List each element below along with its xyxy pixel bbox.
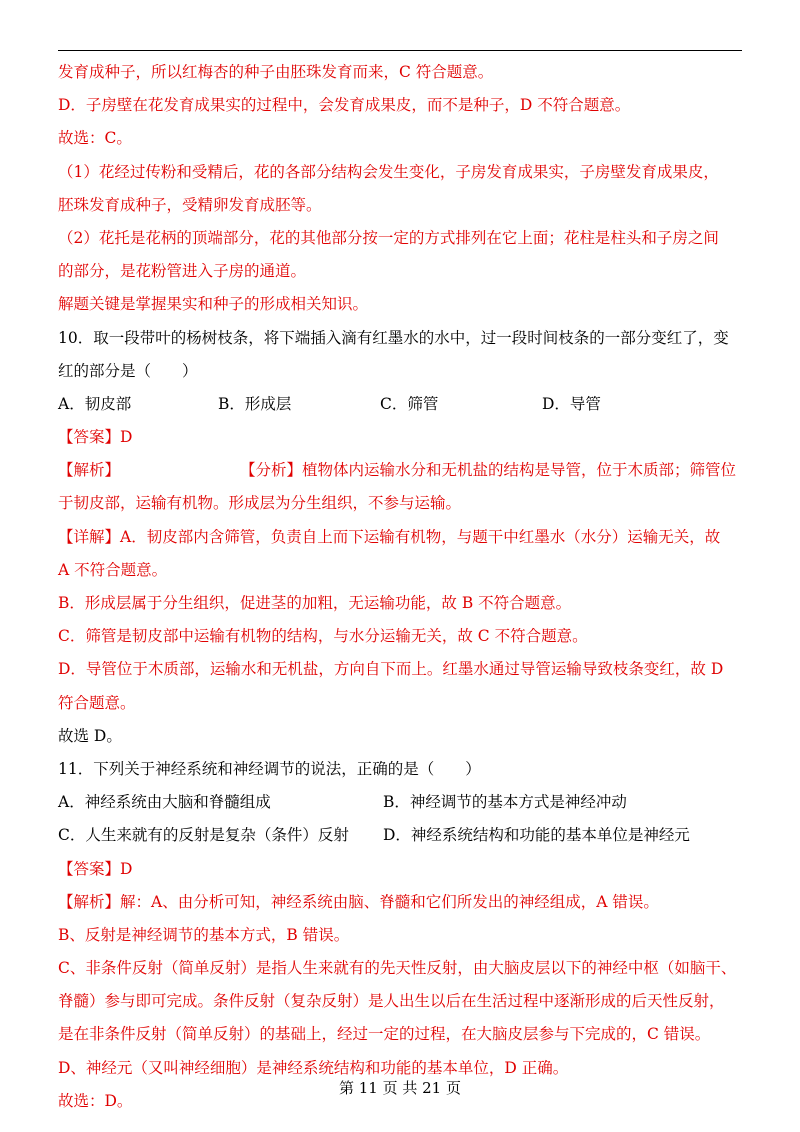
detail-line: B．形成层属于分生组织，促进茎的加粗，无运输功能，故 B 不符合题意。 — [58, 594, 572, 612]
detail-line: D．导管位于木质部，运输水和无机盐，方向自下而上。红墨水通过导管运输导致枝条变红，故 D — [58, 660, 724, 679]
option-c: C．人生来就有的反射是复杂（条件）反射 — [58, 826, 349, 845]
text-line: 解题关键是掌握果实和种子的形成相关知识。 — [58, 295, 369, 314]
question-10-stem: 10．取一段带叶的杨树枝条，将下端插入滴有红墨水的水中，过一段时间枝条的一部分变红了，变 — [58, 328, 729, 347]
text-line: D．子房壁在花发育成果实的过程中，会发育成果皮，而不是种子，D 不符合题意。 — [58, 96, 631, 115]
option-a: A．韧皮部 — [58, 394, 132, 413]
page-content — [58, 60, 748, 1114]
choice-line: 故选：D。 — [58, 1091, 133, 1110]
option-a: A．神经系统由大脑和脊髓组成 — [58, 793, 271, 812]
text-line: 的部分，是花粉管进入子房的通道。 — [58, 262, 307, 281]
option-d: D．神经系统结构和功能的基本单位是神经元 — [383, 826, 690, 845]
detail-line: C．筛管是韧皮部中运输有机物的结构，与水分运输无关，故 C 不符合题意。 — [58, 627, 588, 646]
option-b: B．神经调节的基本方式是神经冲动 — [383, 793, 627, 812]
detail-line: 【详解】A．韧皮部内含筛管，负责自上而下运输有机物，与题干中红墨水（水分）运输无关，故 — [58, 527, 721, 546]
detail-line: 是在非条件反射（简单反射）的基础上，经过一定的过程，在大脑皮层参与下完成的，C 错误。 — [58, 1025, 711, 1044]
detail-line: A 不符合题意。 — [58, 560, 168, 579]
option-d: D．导管 — [542, 394, 601, 413]
text-line: （1）花经过传粉和受精后，花的各部分结构会发生变化，子房发育成果实，子房壁发育成果皮， — [58, 162, 719, 181]
detail-line: B、反射是神经调节的基本方式，B 错误。 — [58, 925, 350, 944]
page-footer: 第 11 页 共 21 页 — [338, 1079, 461, 1097]
detail-line: C、非条件反射（简单反射）是指人生来就有的先天性反射，由大脑皮层以下的神经中枢（如脑干、 — [58, 959, 737, 978]
question-11-stem: 11．下列关于神经系统和神经调节的说法，正确的是（ ） — [58, 759, 481, 778]
analysis-line — [58, 458, 748, 483]
text-line: 发育成种子，所以红梅杏的种子由胚珠发育而来，C 符合题意。 — [58, 63, 494, 81]
text-line: （2）花托是花柄的顶端部分，花的其他部分按一定的方式排列在它上面；花柱是柱头和子房之间 — [58, 228, 719, 247]
detail-line: 符合题意。 — [58, 693, 136, 712]
option-b: B．形成层 — [218, 394, 292, 413]
analysis-tag: 【解析】 — [58, 461, 121, 480]
detail-line: D、神经元（又叫神经细胞）是神经系统结构和功能的基本单位，D 正确。 — [58, 1058, 569, 1077]
header-rule — [58, 50, 742, 51]
text-line: 胚珠发育成种子，受精卵发育成胚等。 — [58, 195, 322, 214]
detail-line: 脊髓）参与即可完成。条件反射（复杂反射）是人出生以后在生活过程中逐渐形成的后天性反射， — [58, 992, 725, 1011]
question-11-options — [58, 790, 748, 815]
question-10-stem: 红的部分是（ ） — [58, 361, 198, 380]
question-11-options — [58, 823, 748, 848]
answer-label: 【答案】D — [58, 428, 133, 447]
analysis-line: 【解析】解：A、由分析可知，神经系统由脑、脊髓和它们所发出的神经组成，A 错误。 — [58, 892, 659, 911]
analysis-text: 【分析】植物体内运输水分和无机盐的结构是导管，位于木质部；筛管位 — [240, 461, 737, 480]
analysis-line: 于韧皮部，运输有机物。形成层为分生组织，不参与运输。 — [58, 494, 462, 513]
choice-line: 故选 D。 — [58, 726, 122, 745]
question-10-options — [58, 392, 748, 417]
answer-label: 【答案】D — [58, 859, 133, 878]
text-line: 故选：C。 — [58, 129, 132, 148]
option-c: C．筛管 — [380, 394, 439, 413]
